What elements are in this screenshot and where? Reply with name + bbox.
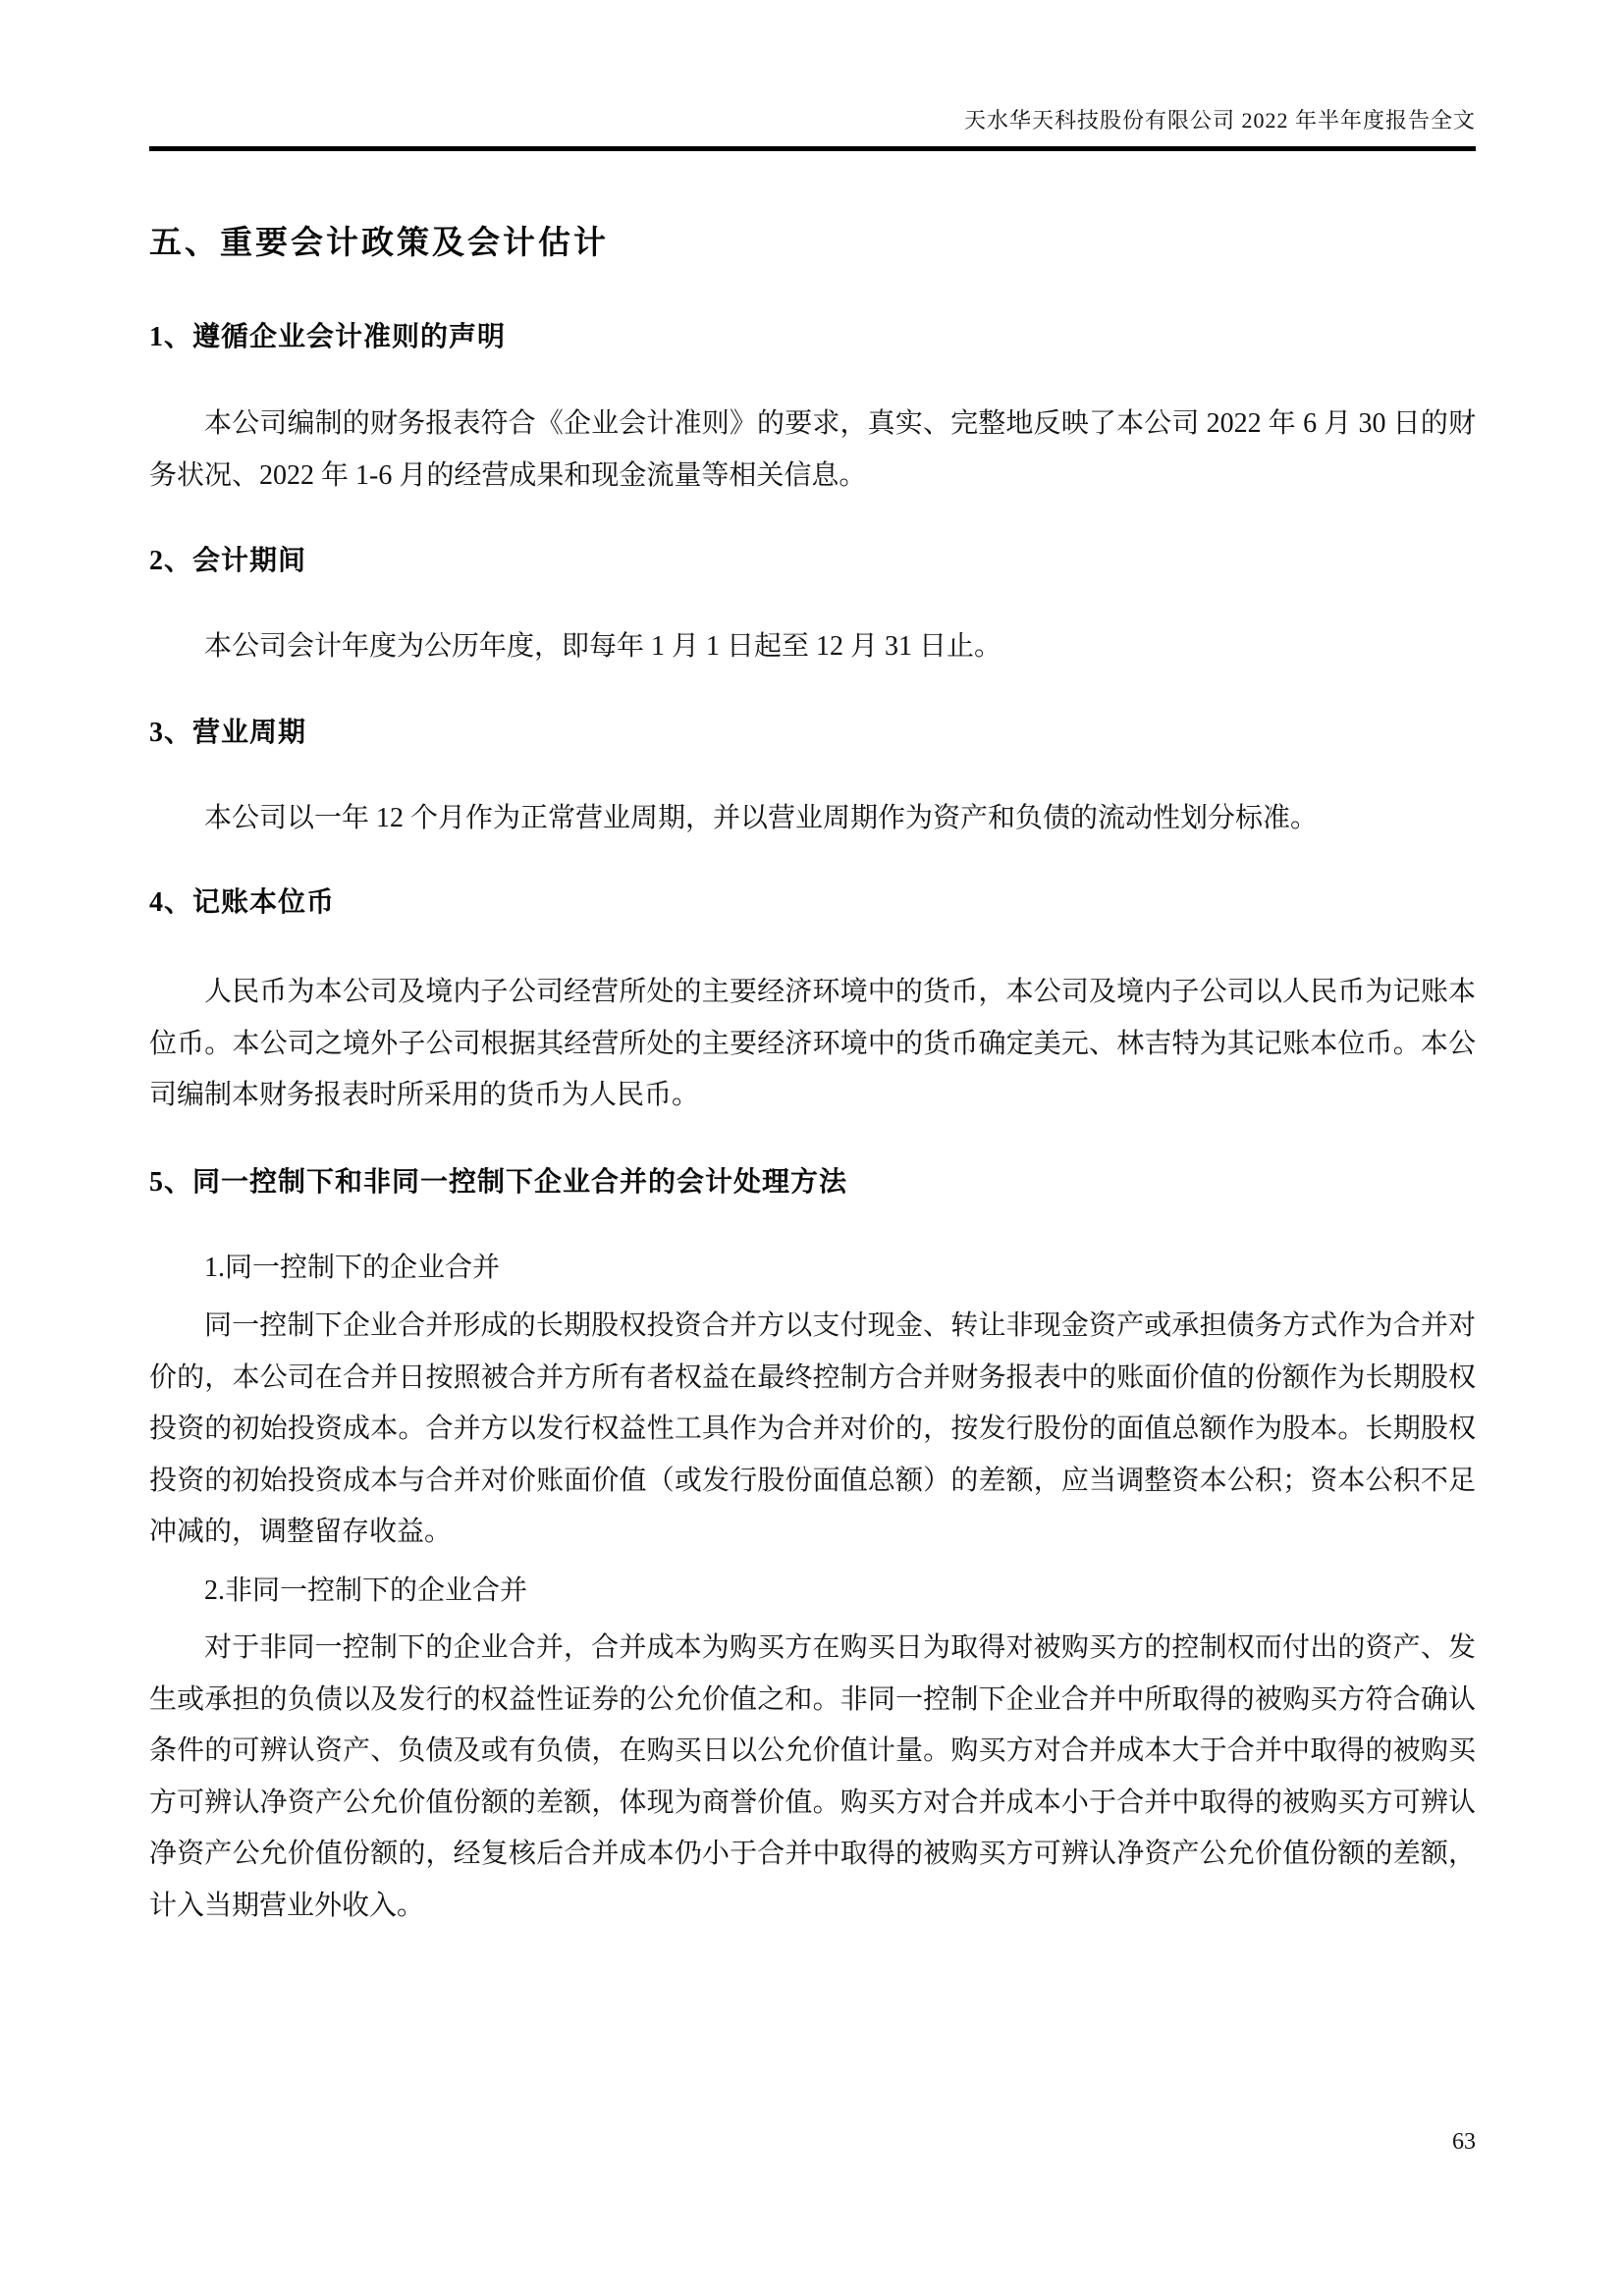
subsection-paragraph-2: 对于非同一控制下的企业合并，合并成本为购买方在购买日为取得对被购买方的控制权而付出的资产、发生或承担的负债以及发行的权益性证券的公允价值之和。非同一控制下企业合并中所取得的被购买方符合确认条件的可辨认资产、负债及或有负债，在购买日以公允价值计量。购买方对合并成本大于合并中取得的被购买方可辨认净资产公允价值份额的差额，体现为商誉价值。购买方对合并成本小于合并中取得的被购买方可辨认净资产公允价值份额的，经复核后合并成本仍小于合并中取得的被购买方可辨认净资产公允价值份额的差额，计入当期营业外收入。 xyxy=(149,1632,1476,1921)
subsection-label-1: 1.同一控制下的企业合并 xyxy=(204,1253,501,1283)
section-heading-4: 4、记账本位币 xyxy=(149,887,336,918)
section-heading-1: 1、遵循企业会计准则的声明 xyxy=(149,322,507,352)
section-paragraph-2: 本公司会计年度为公历年度，即每年 1 月 1 日起至 12 月 31 日止。 xyxy=(204,631,1002,662)
section-paragraph-4: 人民币为本公司及境内子公司经营所处的主要经济环境中的货币，本公司及境内子公司以人民币为记账本位币。本公司之境外子公司根据其经营所处的主要经济环境中的货币确定美元、林吉特为其记账本位币。本公司编制本财务报表时所采用的货币为人民币。 xyxy=(149,977,1476,1110)
subsection-label-2: 2.非同一控制下的企业合并 xyxy=(204,1575,528,1606)
section-heading-2: 2、会计期间 xyxy=(149,546,307,576)
subsection-paragraph-1: 同一控制下企业合并形成的长期股权投资合并方以支付现金、转让非现金资产或承担债务方式作为合并对价的，本公司在合并日按照被合并方所有者权益在最终控制方合并财务报表中的账面价值的份额作为长期股权投资的初始投资成本。合并方以发行权益性工具作为合并对价的，按发行股份的面值总额作为股本。长期股权投资的初始投资成本与合并对价账面价值（或发行股份面值总额）的差额，应当调整资本公积；资本公积不足冲减的，调整留存收益。 xyxy=(149,1310,1476,1547)
running-header-title: 天水华天科技股份有限公司 2022 年半年度报告全文 xyxy=(963,108,1476,133)
chapter-title: 五、重要会计政策及会计估计 xyxy=(149,226,609,261)
section-paragraph-3: 本公司以一年 12 个月作为正常营业周期，并以营业周期作为资产和负债的流动性划分标准。 xyxy=(204,803,1319,833)
page-number: 63 xyxy=(1452,2129,1476,2155)
section-heading-3: 3、营业周期 xyxy=(149,718,307,748)
section-heading-5: 5、同一控制下和非同一控制下企业合并的会计处理方法 xyxy=(149,1167,848,1198)
section-paragraph-1: 本公司编制的财务报表符合《企业会计准则》的要求，真实、完整地反映了本公司 2022 年 6 月 30 日的财务状况、2022 年 1-6 月的经营成果和现金流量等相关信息。 xyxy=(149,408,1476,491)
header-rule xyxy=(149,146,1476,151)
